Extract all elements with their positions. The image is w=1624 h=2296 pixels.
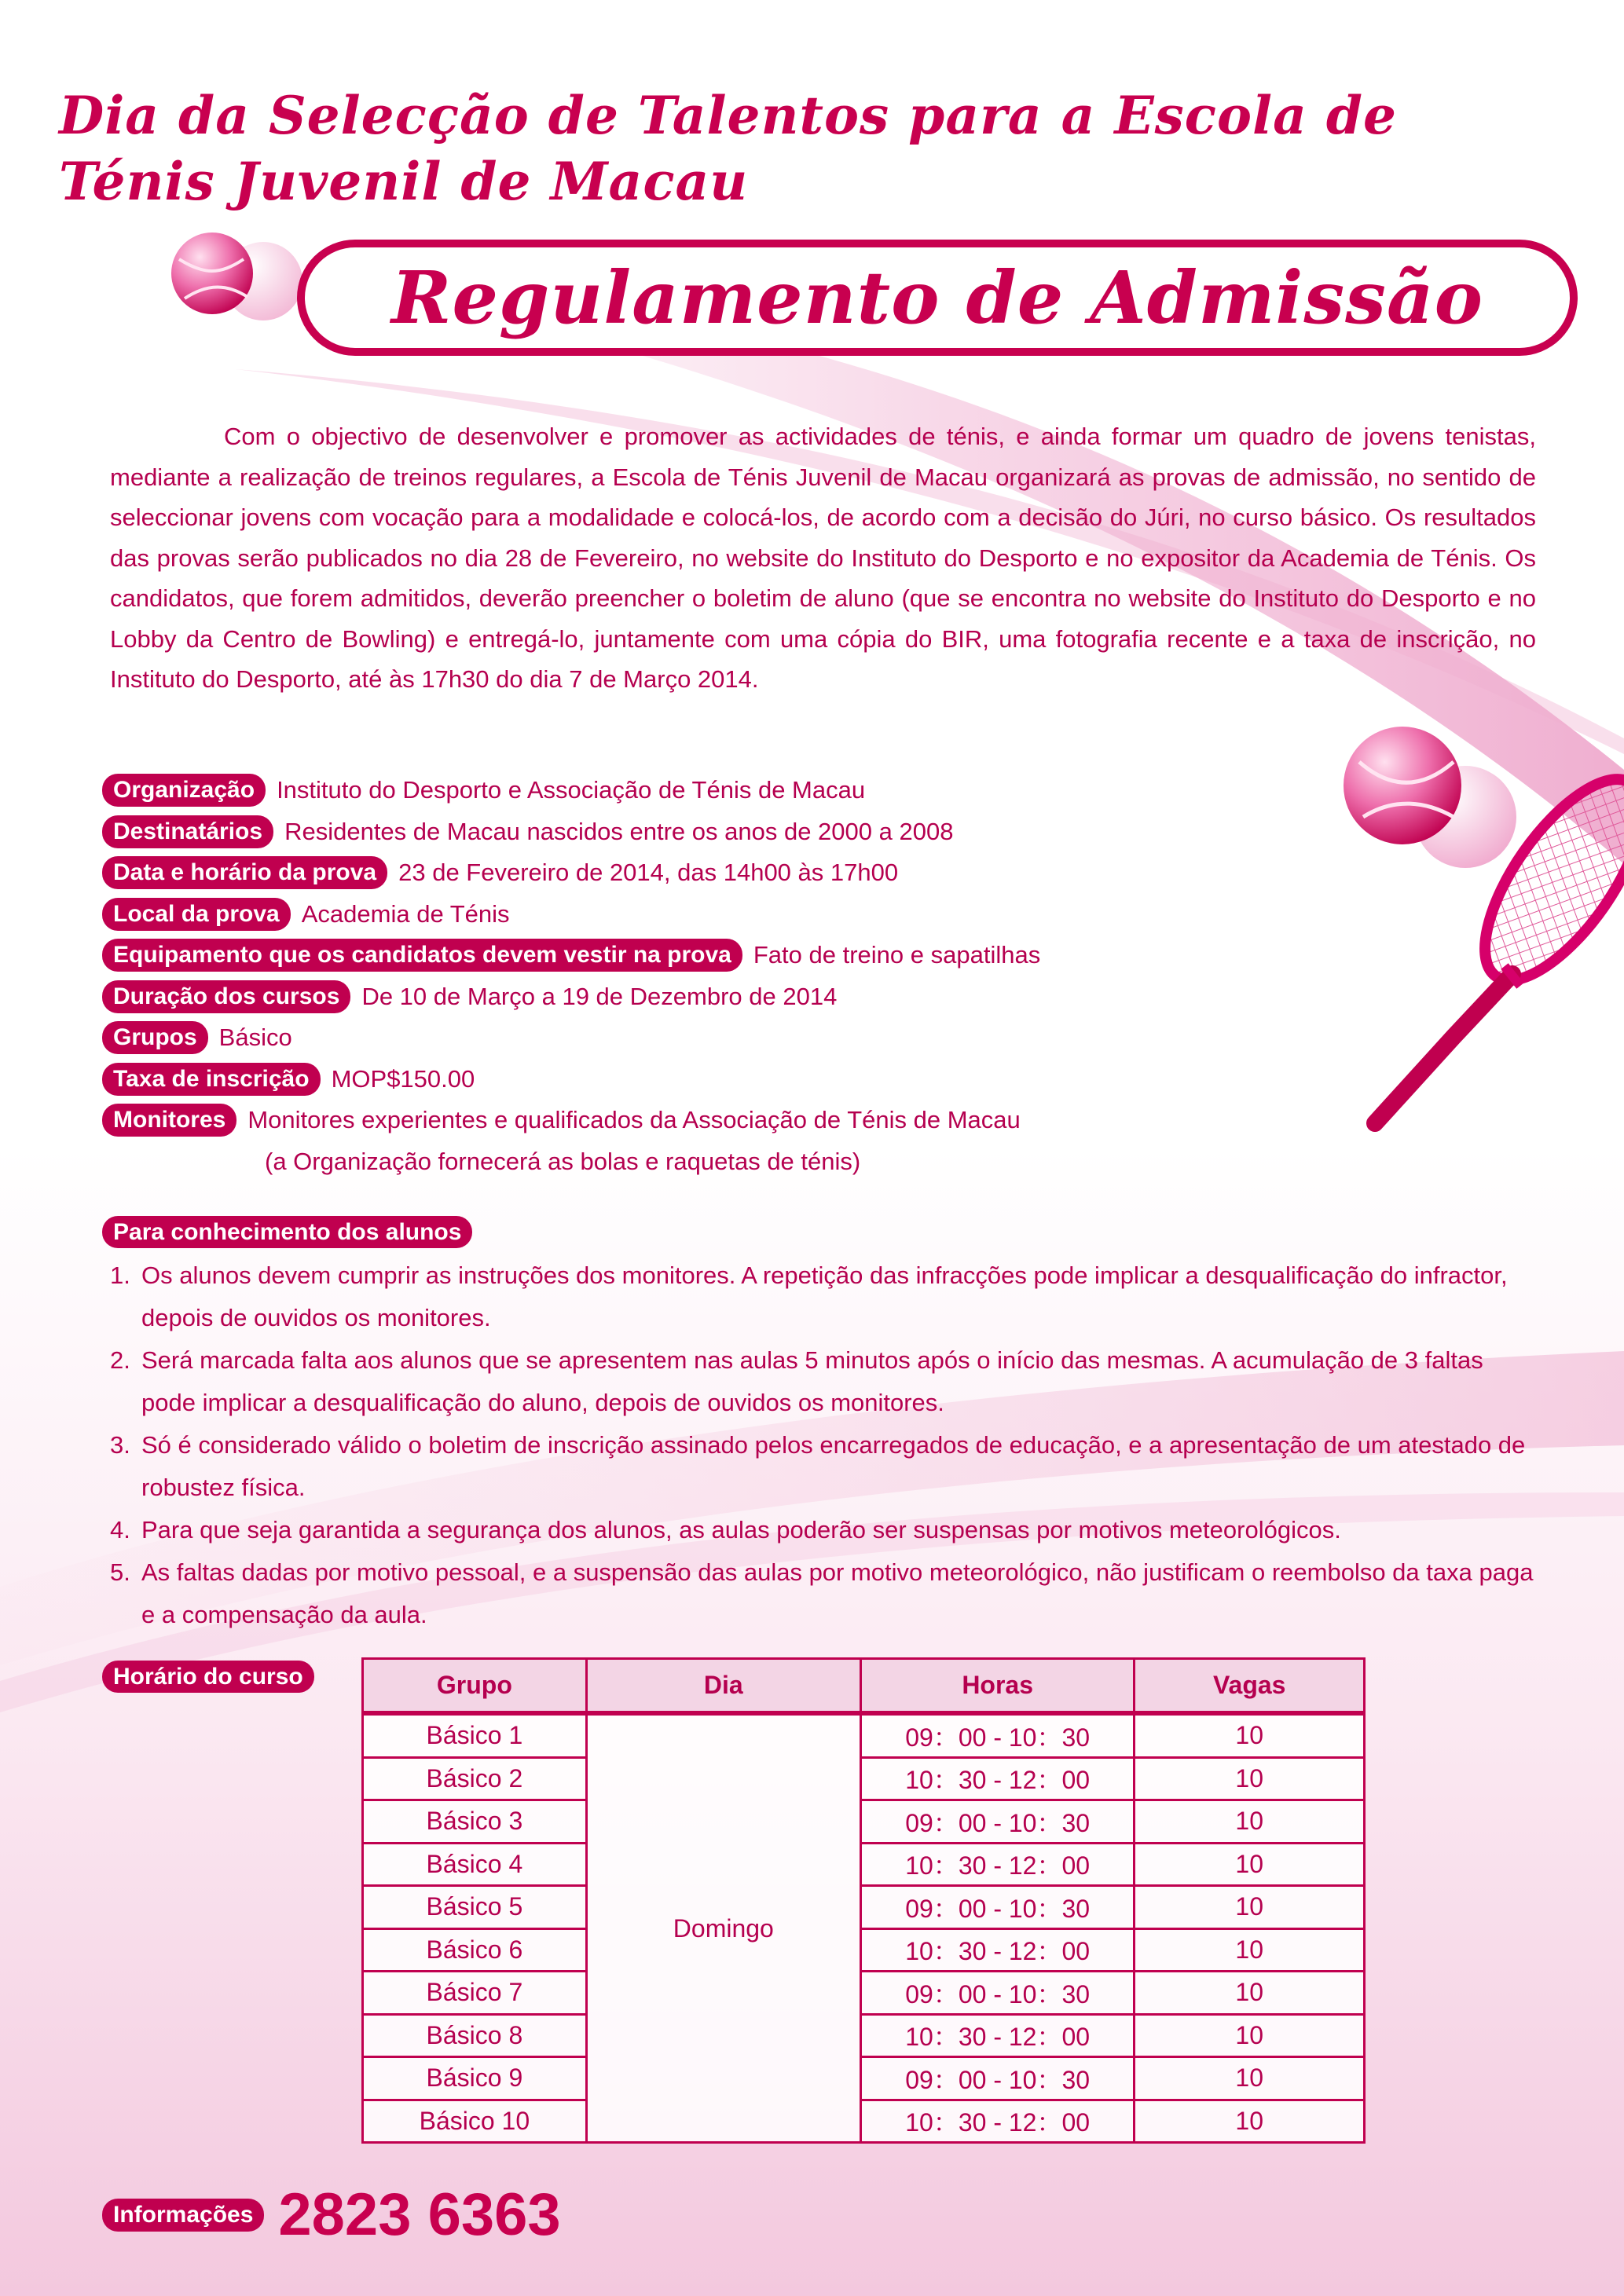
page-title-line-2: Ténis Juvenil de Macau	[59, 151, 749, 212]
contact-phone: 2823 6363	[278, 2181, 561, 2248]
info-value: Básico	[218, 1023, 292, 1052]
cell-day: Domingo	[586, 1713, 860, 2143]
cell-hours: 09：00 - 10：30	[860, 1713, 1135, 1757]
table-header-row	[363, 1659, 1365, 1714]
list-item	[110, 1551, 1542, 1636]
info-label: Destinatários	[102, 815, 273, 848]
list-number: 2.	[110, 1346, 130, 1374]
list-text: Será marcada falta aos alunos que se apresentem nas aulas 5 minutos após o início das mesmas. A acumulação de 3 faltas pode implicar a desqualificação do aluno, depois de ouvidos os monitores.	[141, 1346, 1483, 1416]
cell-vacancies: 10	[1135, 1713, 1365, 1757]
cell-vacancies: 10	[1135, 2014, 1365, 2057]
list-number: 1.	[110, 1262, 130, 1289]
schedule-title	[102, 1664, 314, 1690]
contact-label: Informações	[102, 2199, 264, 2232]
info-value: Instituto do Desporto e Associação de Ténis de Macau	[277, 776, 866, 804]
table-row	[363, 2057, 1365, 2100]
column-header-horas: Horas	[860, 1659, 1135, 1714]
cell-group: Básico 1	[363, 1713, 587, 1757]
cell-hours: 10：30 - 12：00	[860, 2100, 1135, 2143]
info-value: Monitores experientes e qualificados da Associação de Ténis de Macau	[247, 1106, 1021, 1134]
table-row	[363, 1800, 1365, 1844]
info-label: Duração dos cursos	[102, 980, 350, 1013]
cell-hours: 10：30 - 12：00	[860, 2014, 1135, 2057]
schedule-title-label: Horário do curso	[102, 1661, 314, 1693]
cell-group: Básico 6	[363, 1928, 587, 1972]
cell-hours: 09：00 - 10：30	[860, 1972, 1135, 2015]
main-title-banner	[305, 247, 1570, 348]
column-header-vagas: Vagas	[1135, 1659, 1365, 1714]
info-label: Data e horário da prova	[102, 856, 387, 889]
notes-list	[110, 1254, 1542, 1636]
cell-vacancies: 10	[1135, 1886, 1365, 1929]
page-title-line-1: Dia da Selecção de Talentos para a Escola de	[59, 85, 1397, 146]
info-row-monitores	[102, 1100, 1281, 1141]
list-number: 4.	[110, 1516, 130, 1543]
column-header-grupo: Grupo	[363, 1659, 587, 1714]
info-value: 23 de Fevereiro de 2014, das 14h00 às 17h00	[398, 859, 899, 887]
info-label: Monitores	[102, 1104, 236, 1137]
info-label: Local da prova	[102, 898, 291, 931]
main-title: Regulamento de Admissão	[391, 255, 1483, 340]
cell-group: Básico 5	[363, 1886, 587, 1929]
cell-vacancies: 10	[1135, 2057, 1365, 2100]
table-row	[363, 1928, 1365, 1972]
list-text: Para que seja garantida a segurança dos alunos, as aulas poderão ser suspensas por motivos meteorológicos.	[141, 1516, 1341, 1543]
info-row-local	[102, 894, 1281, 936]
cell-hours: 10：30 - 12：00	[860, 1757, 1135, 1800]
cell-vacancies: 10	[1135, 2100, 1365, 2143]
cell-hours: 10：30 - 12：00	[860, 1843, 1135, 1886]
notes-title-label: Para conhecimento dos alunos	[102, 1216, 472, 1248]
cell-hours: 09：00 - 10：30	[860, 1886, 1135, 1929]
notes-title	[102, 1219, 472, 1246]
cell-hours: 09：00 - 10：30	[860, 2057, 1135, 2100]
cell-vacancies: 10	[1135, 1843, 1365, 1886]
cell-group: Básico 2	[363, 1757, 587, 1800]
intro-paragraph	[110, 416, 1536, 700]
info-label: Grupos	[102, 1021, 208, 1054]
cell-vacancies: 10	[1135, 1757, 1365, 1800]
info-row-duracao	[102, 976, 1281, 1018]
cell-group: Básico 10	[363, 2100, 587, 2143]
info-note: (a Organização fornecerá as bolas e raquetas de ténis)	[265, 1147, 861, 1175]
table-row	[363, 2100, 1365, 2143]
list-item	[110, 1339, 1542, 1424]
info-value: De 10 de Março a 19 de Dezembro de 2014	[361, 982, 838, 1010]
cell-group: Básico 4	[363, 1843, 587, 1886]
contact-info	[102, 2181, 561, 2248]
info-row-data-prova	[102, 852, 1281, 894]
cell-group: Básico 8	[363, 2014, 587, 2057]
table-row	[363, 1886, 1365, 1929]
table-row	[363, 1972, 1365, 2015]
info-value: MOP$150.00	[331, 1064, 475, 1093]
info-value: Residentes de Macau nascidos entre os anos de 2000 a 2008	[284, 817, 954, 845]
cell-group: Básico 3	[363, 1800, 587, 1844]
cell-hours: 10：30 - 12：00	[860, 1928, 1135, 1972]
list-text: Os alunos devem cumprir as instruções dos monitores. A repetição das infracções pode implicar a desqualificação do infractor, depois de ouvidos os monitores.	[141, 1262, 1508, 1331]
schedule-table	[361, 1657, 1366, 2144]
info-row-taxa	[102, 1059, 1281, 1100]
info-label: Equipamento que os candidatos devem vestir na prova	[102, 939, 742, 972]
list-text: Só é considerado válido o boletim de inscrição assinado pelos encarregados de educação, e a apresentação de um atestado de robustez física.	[141, 1431, 1526, 1501]
cell-group: Básico 7	[363, 1972, 587, 2015]
info-label: Taxa de inscrição	[102, 1063, 321, 1096]
list-text: As faltas dadas por motivo pessoal, e a suspensão das aulas por motivo meteorológico, não justificam o reembolso da taxa paga e a compensação da aula.	[141, 1558, 1534, 1628]
info-value: Fato de treino e sapatilhas	[753, 941, 1041, 969]
list-number: 3.	[110, 1431, 130, 1459]
info-row-organizacao	[102, 770, 1281, 811]
cell-vacancies: 10	[1135, 1972, 1365, 2015]
intro-text: Com o objectivo de desenvolver e promover as actividades de ténis, e ainda formar um quadro de jovens tenistas, mediante a realização de treinos regulares, a Escola de Ténis Juvenil de Macau organizará as provas de admissão, no sentido de seleccionar jovens com vocação para a modalidade e colocá-los, de acordo com a decisão do Júri, no curso básico. Os resultados das provas serão publicados no dia 28 de Fevereiro, no website do Instituto do Desporto e no expositor da Academia de Ténis. Os candidatos, que forem admitidos, deverão preencher o boletim de aluno (que se encontra no website do Instituto do Desporto e no Lobby da Centro de Bowling) e entregá-lo, juntamente com uma cópia do BIR, uma fotografia recente e a taxa de inscrição, no Instituto do Desporto, até às 17h30 do dia 7 de Março 2014.	[110, 423, 1536, 693]
column-header-dia: Dia	[586, 1659, 860, 1714]
info-list	[102, 770, 1281, 1182]
list-item	[110, 1509, 1542, 1551]
info-value: Academia de Ténis	[301, 899, 510, 928]
table-row	[363, 1843, 1365, 1886]
table-row	[363, 2014, 1365, 2057]
info-label: Organização	[102, 774, 266, 807]
table-row	[363, 1757, 1365, 1800]
cell-vacancies: 10	[1135, 1800, 1365, 1844]
info-row-destinatarios	[102, 811, 1281, 853]
info-row-equipamento	[102, 935, 1281, 976]
list-number: 5.	[110, 1558, 130, 1586]
cell-vacancies: 10	[1135, 1928, 1365, 1972]
list-item	[110, 1254, 1542, 1339]
list-item	[110, 1424, 1542, 1509]
cell-hours: 09：00 - 10：30	[860, 1800, 1135, 1844]
table-row	[363, 1713, 1365, 1757]
cell-group: Básico 9	[363, 2057, 587, 2100]
info-row-grupos	[102, 1017, 1281, 1059]
